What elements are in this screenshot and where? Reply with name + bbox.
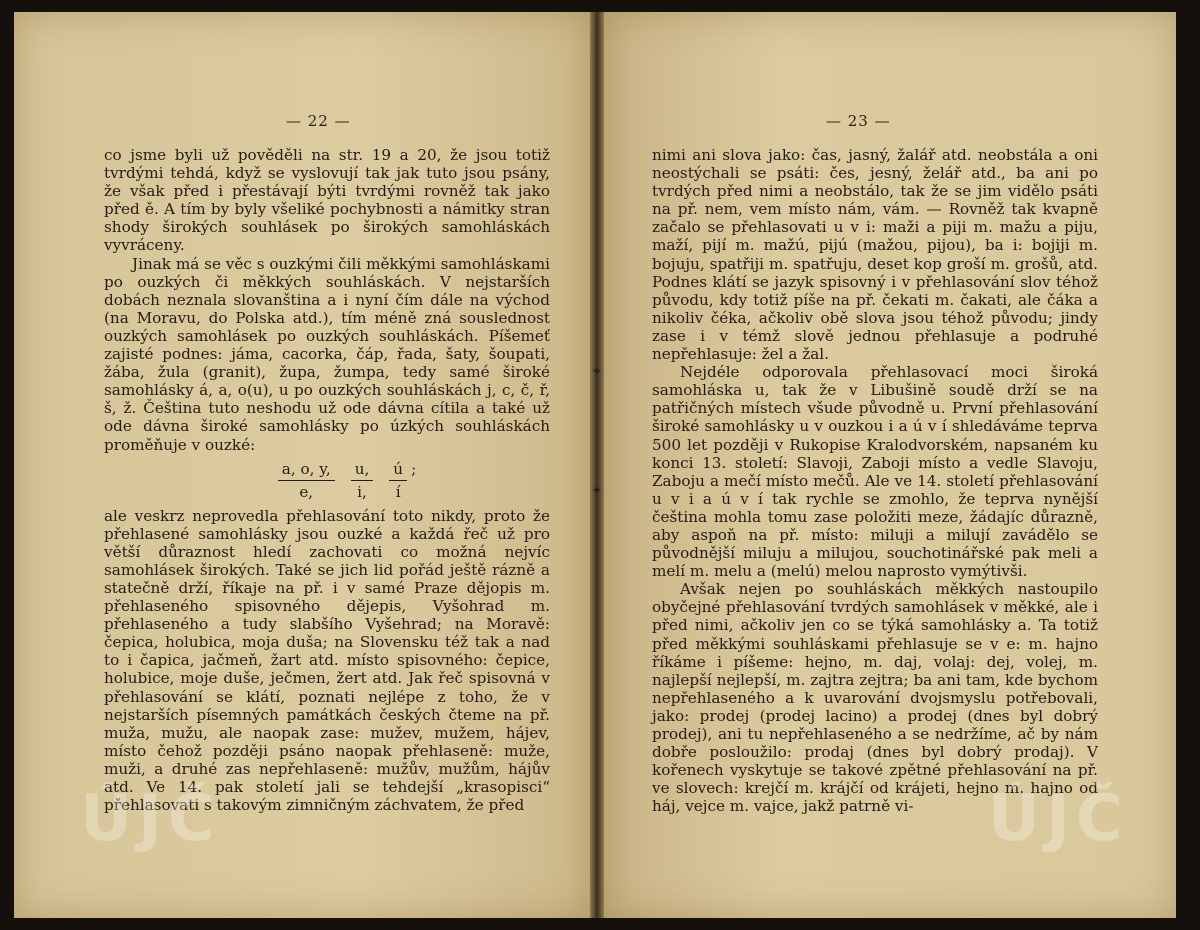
formula-numerator-2: u, bbox=[351, 460, 374, 481]
margin-mark-icon: ✦ bbox=[591, 364, 603, 380]
right-paragraph-2: Nejdéle odporovala přehlasovací moci široká samohláska u, tak že v Libušině soudě drží se na patřičných místech všude původně u. První přehlasování široké samohlásky u v ouzkou i a ú v í shledáváme teprva 500 let později v Rukopise Kralodvorském, napsaném ku konci 13. století: Slavoji, Zaboji místo a vedle Slavoju, Zaboju a mečí místo mečů. Ale ve 14. století přehlasování u v i a ú v í tak rychle se zmohlo, že teprva nynější čeština mohla tomu zase položiti meze, žádajíc důrazně, aby aspoň na př. místo: miluji a milují zavádělo se původnější miluju a milujou, souchotinářské pak meli a melí m. melu a (melú) melou naprosto vymýtivši. bbox=[652, 363, 1098, 581]
book-gutter bbox=[590, 12, 604, 918]
svg-text:ÚJČ: ÚJČ bbox=[80, 782, 221, 852]
watermark-logo-icon bbox=[80, 782, 250, 852]
left-paragraph-2: Jinak má se věc s ouzkými čili měkkými samohláskami po ouzkých či měkkých souhláskách. V nejstarších dobách neznala slovanština a i nyní čím dále na východ (na Moravu, do Polska atd.), tím méně zná souslednost ouzkých samohlásek po ouzkých souhláskách. Píšemeť zajisté podnes: jáma, cacorka, čáp, řada, šaty, šoupati, žába, žula (granit), župa, žumpa, tedy samé široké samohlásky á, a, o(u), u po ouzkých souhláskách j, c, č, ř, š, ž. Čeština tuto neshodu už ode dávna cítila a také už ode dávna široké samohlásky po úzkých souhláskách proměňuje v ouzké: bbox=[104, 254, 550, 454]
left-page bbox=[14, 12, 590, 918]
formula-denominator-3: í bbox=[395, 482, 401, 501]
right-page bbox=[604, 12, 1176, 918]
vowel-formula bbox=[104, 460, 550, 501]
right-paragraph-3: Avšak nejen po souhláskách měkkých nastoupilo obyčejné přehlasování tvrdých samohlásek v měkké, ale i před nimi, ačkoliv jen co se týká samohlásky a. Ta totiž před měkkými souhláskami přehlasuje se v e: m. hajno říkáme i píšeme: hejno, m. daj, volaj: dej, volej, m. najlepší nejlepší, m. zajtra zejtra; ba ani tam, kde bychom nepřehlaseného a k uvarování dvojsmyslu potřebovali, jako: prodej (prodej lacino) a prodej (dnes byl dobrý prodej), ani tu nepřehlaseného a se nedržíme, ač by nám dobře posloužilo: prodaj (dnes byl dobrý prodaj). V kořenech vyskytuje se takové zpětné přehlasování na př. ve slovech: krejčí m. krájčí od krájeti, hejno m. hajno od háj, vejce m. vajce, jakž patrně vi- bbox=[652, 580, 1098, 816]
formula-denominator-1: e, bbox=[299, 482, 314, 501]
right-page-text bbox=[652, 146, 1098, 815]
right-paragraph-1: nimi ani slova jako: čas, jasný, žalář atd. neobstála a oni neostýchali se psáti: čes, jesný, želář atd., ba ani po tvrdých před nimi a neobstálo, tak že se jim vidělo psáti na př. nem, vem místo nám, vám. — Rovněž tak kvapně začalo se přehlasovati u v i: maži a piji m. mažu a piju, maží, pijí m. mažú, pijú (mažou, pijou), ba i: bojiji m. bojuju, spatřiji m. spatřuju, deset kop groší m. grošů, atd. Podnes klátí se jazyk spisovný i v přehlasování slov téhož původu, kdy totiž píše na př. čekati m. čakati, ale čáka a nikoliv čéka, ačkoliv obě slova jsou téhož původu; jindy zase i v témž slově jednou přehlasuje a podruhé nepřehlasuje: žel a žal. bbox=[652, 146, 1098, 364]
formula-numerator-3: ú bbox=[389, 460, 407, 481]
watermark-logo-icon bbox=[988, 782, 1158, 852]
left-page-text bbox=[104, 146, 550, 814]
formula-denominator-2: i, bbox=[357, 482, 367, 501]
left-paragraph-1: co jsme byli už pověděli na str. 19 a 20, že jsou totiž tvrdými tehdá, když se vyslovují tak jak tuto jsou psány, že však před i přestávají býti tvrdými rovněž tak jako před ě. A tím by byly všeliké pochybnosti a námitky stran shody širokých souhlásek po širokých samohláskách vyvráceny. bbox=[104, 146, 550, 255]
watermark-right bbox=[988, 782, 1158, 868]
left-paragraph-3: ale veskrz neprovedla přehlasování toto nikdy, proto že přehlasené samohlásky jsou ouzké a každá řeč už pro větší důraznost hledí zachovati co možná nejvíc samohlásek širokých. Také se jich lid pořád ještě rázně a statečně drží, říkaje na př. i v samé Praze dějopis m. přehlaseného spisovného dějepis, Vyšohrad m. přehlaseného a tudy slabšího Vyšehrad; na Moravě: čepica, holubica, moja duša; na Slovensku též tak a nad to i čapica, jačmeň, žart atd. místo spisovného: čepice, holubice, moje duše, ječmen, žert atd. Jak řeč spisovná v přehlasování se klátí, poznati nejlépe z toho, že v nejstarších písemných památkách českých čteme na př. muža, mužu, ale naopak zase: mužev, mužem, hájev, místo čehož později psáno naopak přehlaseně: muže, muži, a druhé zas nepřehlaseně: mužův, mužům, hájův atd. Ve 14. pak století jali se tehdejší „krasopisci“ přehlasovati s takovým zimničným záchvatem, že před bbox=[104, 506, 550, 815]
right-page-number: — 23 — bbox=[826, 112, 891, 130]
formula-fraction-2 bbox=[351, 460, 374, 501]
svg-text:ÚJČ: ÚJČ bbox=[988, 782, 1129, 852]
watermark-left bbox=[80, 782, 250, 868]
formula-numerator-1: a, o, y, bbox=[278, 460, 335, 481]
formula-fraction-1 bbox=[278, 460, 335, 501]
margin-mark-icon: ✦ bbox=[591, 483, 603, 499]
formula-fraction-3 bbox=[389, 460, 407, 501]
left-page-number: — 22 — bbox=[286, 112, 351, 130]
formula-semicolon: ; bbox=[411, 459, 417, 478]
